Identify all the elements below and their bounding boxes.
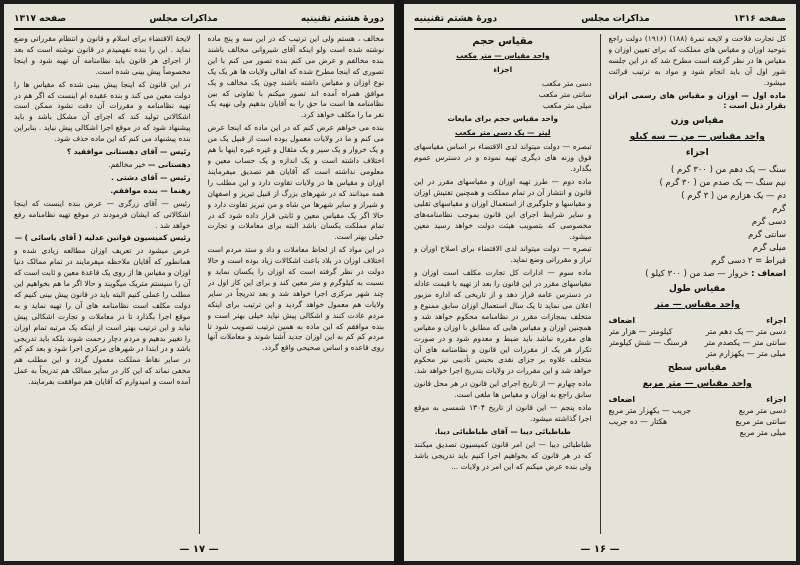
table-row (609, 326, 787, 337)
table-cell: سانتی متر — یکصدم متر (704, 338, 786, 348)
paragraph: طباطبائی دیبا — این امر قانون کمیسیون تصدیق میکنند که در هر قانون که بخواهیم اجرا کنیم باید تدریجی باشد ولی بنده عرض میکنم که این امر در ولایات ... (414, 439, 592, 471)
left-page (4, 4, 394, 561)
header-center: مذاکرات مجلس (149, 14, 218, 24)
table-cell: سانتی متر مربع (735, 417, 786, 427)
column-divider (600, 34, 601, 534)
qirat-line: قیراط = ۲ دسی گرم (711, 255, 786, 266)
speaker-line: رئیس — آقای دهستانی موافقید ؟ (66, 147, 191, 157)
list-item: میلی متر مکعب (542, 100, 592, 110)
list-item: دم — یک هزارم من ( ۳ گرم ) (681, 190, 786, 201)
table-row (609, 416, 787, 427)
speaker-line: رئیس — آقای دشتی . (111, 172, 191, 182)
table-cell: دسی متر مربع (738, 406, 786, 416)
paragraph: مخالف ، هستم ولی این ترتیب که در این سه و پنج ماده نوشته شده است ولو اینکه آقای شیروانی مخالف باشند بنده مخالفم و عرض می کنم بنده تصور می کنم با این تصوری که اینجا مطرح شده که اهالی ولایات ها هر یک یک نوع اوزان و مقیاس داشته باشند چون یک مخالف و یک موافق همراه آمده اند تصور میکنم با تفاوتی که بین نظامنامه ها است ما حق را به آقایان بدهیم ولی نهیه یک نفر ما را مکلف خواهد کرد. (207, 34, 384, 120)
length-table-header (609, 315, 787, 326)
page-header (414, 10, 786, 30)
multiples-label: اضعاف : (751, 268, 786, 279)
column-divider (199, 34, 200, 534)
paragraph: لایحهٔ الاقتضاء برای اسلام و قانون و انتظام مقرراتی وضع نماید . این را بنده نفهمیدم در قانون نوشته است که بعد از اجرای هر قانون باید نظامنامه آن تهیه شود و اینجا مخصوصاً پیش بینی شده است. (14, 34, 191, 76)
volume-title: مقیاس حجم (472, 36, 534, 47)
paragraph: بنده می خواهم عرض کنم که در این ماده که اینجا عرض می کنم و ما در ولایات معمول بوده است از قبیل یک من و یک خروار و یک سیر و یک مثقال و غیره غیره اینها با هم اختلاف داشته است و یک اندازه و یک حساب معین و معلومی نداشته است که آقایان هم تصدیق میفرمایند اوزان و مقیاس ها در ولایات تفاوت دارد و این مطلب را همه میدانند که در شهرهای بزرگ از قبیل تبریز و اصفهان و شیراز و سایر شهرها من شاه و من تبریز تفاوت دارد و حالا اگر یک مقیاس معین و ثابتی قرار داده شود که در تمام مملکت یکسان باشد البته برای معاملات و تجارت خیلی بهتر است. (207, 123, 384, 242)
weight-title: مقیاس وزن (670, 116, 724, 127)
speaker-line: طباطبائی دیبا — آقای طباطبائی دیبا. (434, 426, 571, 436)
list-item: میلی گرم (752, 242, 786, 253)
note-paragraph: تبصره — دولت میتواند لدی الاقتضاء برای اصلاح اوزان و تراز و مقرراتی وضع نماید. (414, 244, 592, 265)
article-paragraph: ماده چهارم — از تاریخ اجرای این قانون در هر محل قانون سابق راجع به اوزان و مقیاس ها ملغی است. (414, 379, 592, 400)
length-multiples-heading: اضعاف (608, 316, 636, 326)
page-columns (404, 34, 796, 534)
speaker-line: رهنما — بنده موافقم. (110, 185, 191, 195)
table-cell: دسی متر — یک دهم متر (705, 327, 786, 337)
paragraph: در این قانون که اینجا پیش بینی شده که مقیاس ها را دولت معین می کند و بنده عقیده ام اینست که اگر هم در تهیه نظامنامه و مقررات آن دقت نشود ممکن است اشکالاتی تولید کند که اجرای آن مشکل باشد و باید پیشنهاد شود که در موقع اجرا اشکالی پیش نیاید . بنابراین بنده پیشنهاد می کنم که این ماده حذف شود. (14, 79, 191, 144)
column-right (609, 34, 787, 534)
page-columns (4, 34, 394, 534)
length-unit: واحد مقیاس — متر (654, 300, 740, 311)
header-center: مذاکرات مجلس (581, 14, 650, 24)
header-left: صفحه ۱۳۱۷ (14, 14, 67, 24)
area-table (609, 405, 787, 438)
list-item: سانتی متر مکعب (538, 89, 592, 99)
multiples-line (609, 267, 787, 280)
speaker-heading: رئیس کمیسیون قوانین عدلیه ( آقای یاسائی ) — (14, 233, 191, 243)
intro-paragraph: کل تجارت فلاحت و لایحه نمرهٔ (۱۸۸) (۱۹۱۶) دولت راجع بتوحید اوزان و مقیاس های مملکت که برای تعیین اوزان و مقیاس ها در نظر گرفته است مطرح شد که در این جلسه شور اول آن باید انجام شود و مواد به ترتیب قرائت میشود. (608, 34, 786, 87)
article-paragraph: ماده سوم — ادارات کل تجارت مکلف است اوزان و مقیاسهای مقرر در این قانون را بعد از تهیه با قیمت عادله در دسترس عامه قرار دهد و از تاریخی که اداره مزبور اعلان می نماید تا یک سال استعمال اوزان سابق ممنوع و متخلف بمجازات مقرر در نظامنامه محکوم خواهد شد و همچنین اوزان و مقیاس هایی که مطابق با اوزان و مقیاس های مقرره نباشد باید ضبط و معدوم شود و در صورت تکرار هر یک از مقررات این قانون و نظامنامه های آن متخلف علاوه بر جزای نقدی بحبس تأدیبی نیز محکوم خواهد شد و این مقررات در ولایات بتدریج اجرا خواهد شد. (414, 268, 592, 376)
speaker-label: دهستانی — (148, 159, 191, 169)
weight-parts-list (609, 163, 787, 254)
paragraph: عرض میشود در تعریف اوزان مطالعه زیادی شده و همانطور که آقایان ملاحظه میفرمایند در تمام ممالک دنیا اوزان و مقیاس ها از روی یک قاعدهٔ معین و ثابت است که آن را سیستم متریک میگویند و حالا اگر ما هم بخواهیم این مطلب را عملی کنیم البته باید در قانون پیش بینی کنیم که دولت مکلف است نظامنامه های آن را تهیه نماید و به موقع اجرا بگذارد تا در معاملات و تجارت اشکالی پیش نیاید و این ترتیب بهتر است از اینکه یک مرتبه تمام اوزان را تغییر بدهیم و مردم دچار زحمت شوند بلکه باید تدریجی باشد و در ابتدا در شهرهای مرکزی اجرا شود و بعد کم کم در سایر نقاط مملکت معمول گردد و این مطلب هم مخفی نماند که این کار در سایر ممالک هم تدریجاً به عمل آمده است و امیدوارم که آقایان هم موافقت بفرمایند. (14, 246, 191, 387)
volume-parts-list (414, 79, 592, 112)
column-left (414, 34, 592, 534)
table-cell: هکتار — ده جریب (608, 417, 668, 427)
table-row (609, 427, 787, 438)
list-item: دسی متر مکعب (542, 78, 592, 88)
table-row (609, 405, 787, 416)
volume-parts-title: اجزاء (493, 64, 513, 74)
paragraph: در این مواد که از لحاظ معاملات و داد و ستد مردم است اختلاف اوزان در بلاد باعث اشکالات زیاد بوده است و حالا دولت در نظر گرفته است که اوزان را یکسان نماید و نسبت به کیلوگرم و متر معین کند و برای این کار اول در چند شهر مرکزی اجرا خواهد شد و بعد تدریجاً در سایر ولایات هم معمول خواهد گردید و این ترتیب برای اینکه مردم عادت کنند و اشکالی پیش نیاید خیلی بهتر است و بنده موافقم که این ماده به همین ترتیب تصویب شود تا مردم کم کم به این اوزان جدید آشنا شوند و معاملات آنها روی قاعده و اساس صحیحی واقع گردد. (207, 245, 384, 353)
area-title: مقیاس سطح (667, 363, 727, 374)
length-parts-heading: اجزاء (766, 316, 786, 326)
multiples-value: خروار — صد من ( ۳۰۰ کیلو ) (645, 268, 749, 279)
article-one: ماده اول — اوزان و مقیاس های رسمی ایران بقرار ذیل است : (608, 90, 786, 111)
book-gutter (394, 0, 404, 565)
paragraph: رئیس — آقای زرگری — عرض بنده اینست که اینجا اشکالاتی که ایشان فرمودند در موقع تهیه نظامنامه رفع خواهد شد . (14, 198, 191, 230)
liquid-unit: لیتر — یک دسی متر مکعب (454, 128, 551, 138)
column-left (14, 34, 191, 534)
header-left: دورهٔ هشتم تقنینیه (414, 14, 498, 24)
length-title: مقیاس طول (668, 284, 726, 295)
page-header (14, 10, 384, 30)
table-row (609, 348, 787, 359)
list-item: دسی گرم (751, 216, 786, 227)
speaker-line (14, 160, 191, 171)
header-right: صفحه ۱۳۱۶ (733, 14, 786, 24)
volume-unit: واحد مقیاس — متر مکعب (456, 50, 550, 60)
table-row (609, 337, 787, 348)
area-parts-heading: اجزاء (766, 395, 786, 405)
note-paragraph: تبصره — دولت میتواند لدی الاقتضاء بر اساس مقیاسهای فوق وزنه های دیگری تهیه نموده و در دسترس عموم بگذارد. (414, 142, 592, 174)
list-item: نیم سنگ — یک صدم من ( ۳۰ گرم ) (659, 177, 786, 188)
length-table (609, 326, 787, 359)
list-item: گرم (772, 203, 786, 214)
table-cell: میلی متر مربع (739, 428, 786, 438)
area-unit: واحد مقیاس — متر مربع (642, 379, 752, 390)
column-right (208, 34, 385, 534)
liquid-title: واحد مقیاس حجم برای مایعات (447, 114, 559, 124)
weight-unit: واحد مقیاس — من — سه کیلو (629, 132, 765, 143)
list-item: سانتی گرم (748, 229, 786, 240)
right-page (404, 4, 796, 561)
table-cell: فرسنگ — شش کیلومتر (608, 338, 688, 348)
area-multiples-heading: اضعاف (608, 395, 636, 405)
page-number: — ۱۶ — (580, 544, 620, 555)
speaker-text: خیر مخالفم. (108, 159, 146, 169)
table-cell: میلی متر — یکهزارم متر (705, 349, 786, 359)
article-paragraph: ماده دوم — طرز تهیه اوزان و مقیاسهای مقرر در این قانون و انتشار آن در تمام مملکت و همچنین تفتیش اوزان و مقیاسها و جلوگیری از استعمال اوزان و مقیاسهای تقلبی و سایر شرایط اجرای این قانون بموجب نظامنامه‌های مخصوصی که بتصویب هیئت دولت خواهد رسید معین میشود. (414, 176, 592, 241)
list-item: سنگ — یک دهم من ( ۳۰۰ گرم ) (671, 164, 786, 175)
area-table-header (609, 394, 787, 405)
page-number: — ۱۷ — (179, 544, 219, 555)
table-cell: کیلومتر — هزار متر (608, 327, 673, 337)
weight-parts-title: اجزاء (685, 148, 709, 159)
article-paragraph: ماده پنجم — این قانون از تاریخ ۱۳۰۴ شمسی به موقع اجرا گذاشته میشود. (414, 403, 592, 423)
table-cell: جریب — یکهزار متر مربع (608, 406, 692, 416)
header-right: دورهٔ هشتم تقنینیه (300, 14, 384, 24)
